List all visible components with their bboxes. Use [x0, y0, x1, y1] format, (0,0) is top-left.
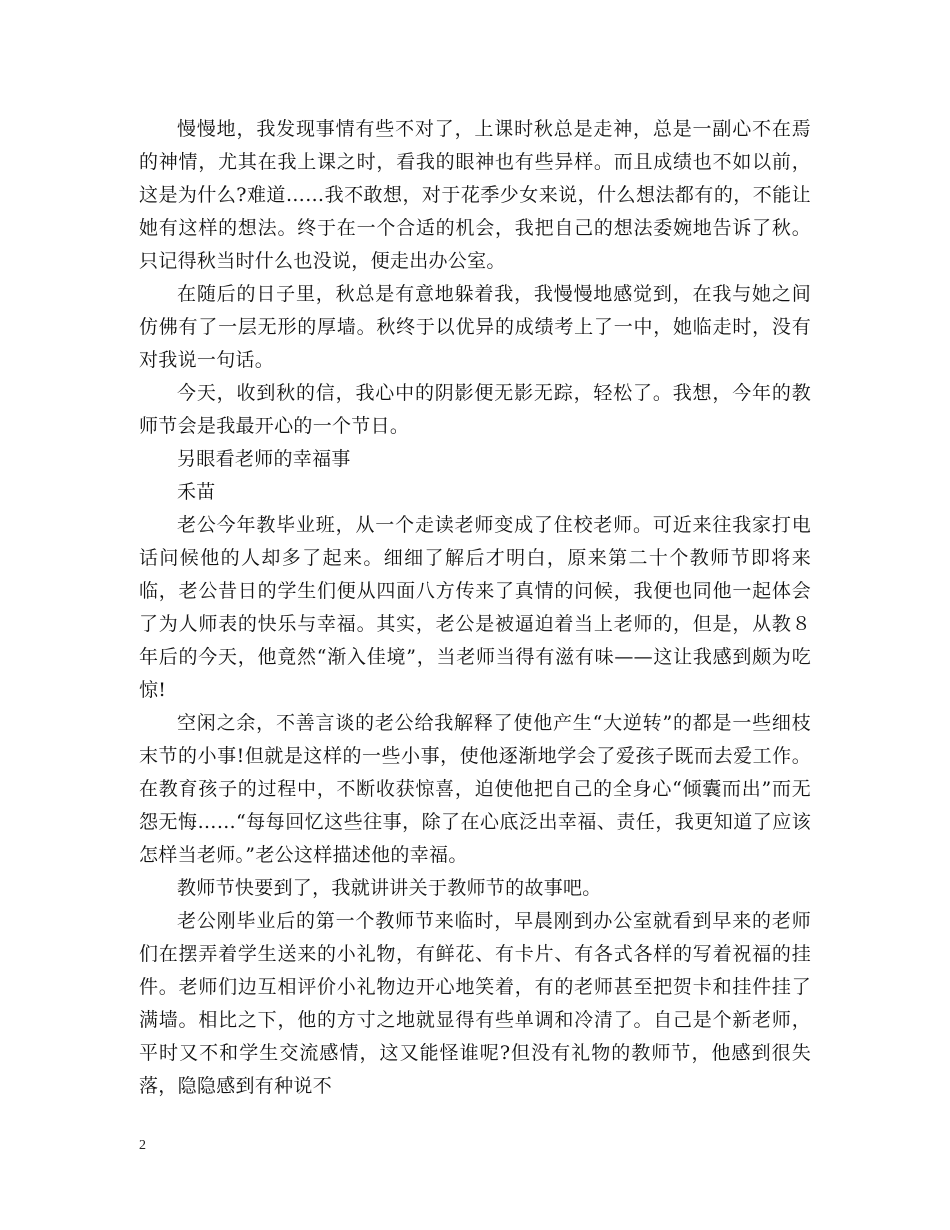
paragraph: 慢慢地，我发现事情有些不对了，上课时秋总是走神，总是一副心不在焉的神情，尤其在我上课之时，看我的眼神也有些异样。而且成绩也不如以前，这是为什么?难道……我不敢想，对于花季少女来说，什么想法都有的，不能让她有这样的想法。终于在一个合适的机会，我把自己的想法委婉地告诉了秋。只记得秋当时什么也没说，便走出办公室。 [139, 118, 811, 272]
paragraph: 教师节快要到了，我就讲讲关于教师节的故事吧。 [177, 877, 602, 899]
document-body [139, 113, 811, 1103]
article-author: 禾苗 [177, 481, 216, 503]
paragraph: 老公今年教毕业班，从一个走读老师变成了住校老师。可近来往我家打电话问候他的人却多了起来。细细了解后才明白，原来第二十个教师节即将来临，老公昔日的学生们便从四面八方传来了真情的问候，我便也同他一起体会了为人师表的快乐与幸福。其实，老公是被逼迫着当上老师的，但是，从教８年后的今天，他竟然“渐入佳境”，当老师当得有滋有味——这让我感到颇为吃惊! [139, 514, 811, 701]
paragraph: 老公刚毕业后的第一个教师节来临时，早晨刚到办公室就看到早来的老师们在摆弄着学生送来的小礼物，有鲜花、有卡片、有各式各样的写着祝福的挂件。老师们边互相评价小礼物边开心地笑着，有的老师甚至把贺卡和挂件挂了满墙。相比之下，他的方寸之地就显得有些单调和冷清了。自己是个新老师，平时又不和学生交流感情，这又能怪谁呢?但没有礼物的教师节，他感到很失落，隐隐感到有种说不 [139, 910, 811, 1097]
paragraph: 在随后的日子里，秋总是有意地躲着我，我慢慢地感觉到，在我与她之间仿佛有了一层无形的厚墙。秋终于以优异的成绩考上了一中，她临走时，没有对我说一句话。 [139, 283, 811, 371]
paragraph: 今天，收到秋的信，我心中的阴影便无影无踪，轻松了。我想，今年的教师节会是我最开心的一个节日。 [139, 382, 811, 437]
paragraph: 空闲之余，不善言谈的老公给我解释了使他产生“大逆转”的都是一些细枝末节的小事!但就是这样的一些小事，使他逐渐地学会了爱孩子既而去爱工作。在教育孩子的过程中，不断收获惊喜，迫使他把自己的全身心“倾囊而出”而无怨无悔……“每每回忆这些往事，除了在心底泛出幸福、责任，我更知道了应该怎样当老师。”老公这样描述他的幸福。 [139, 712, 811, 866]
article-title: 另眼看老师的幸福事 [177, 448, 351, 470]
page-number: 2 [139, 1138, 146, 1153]
